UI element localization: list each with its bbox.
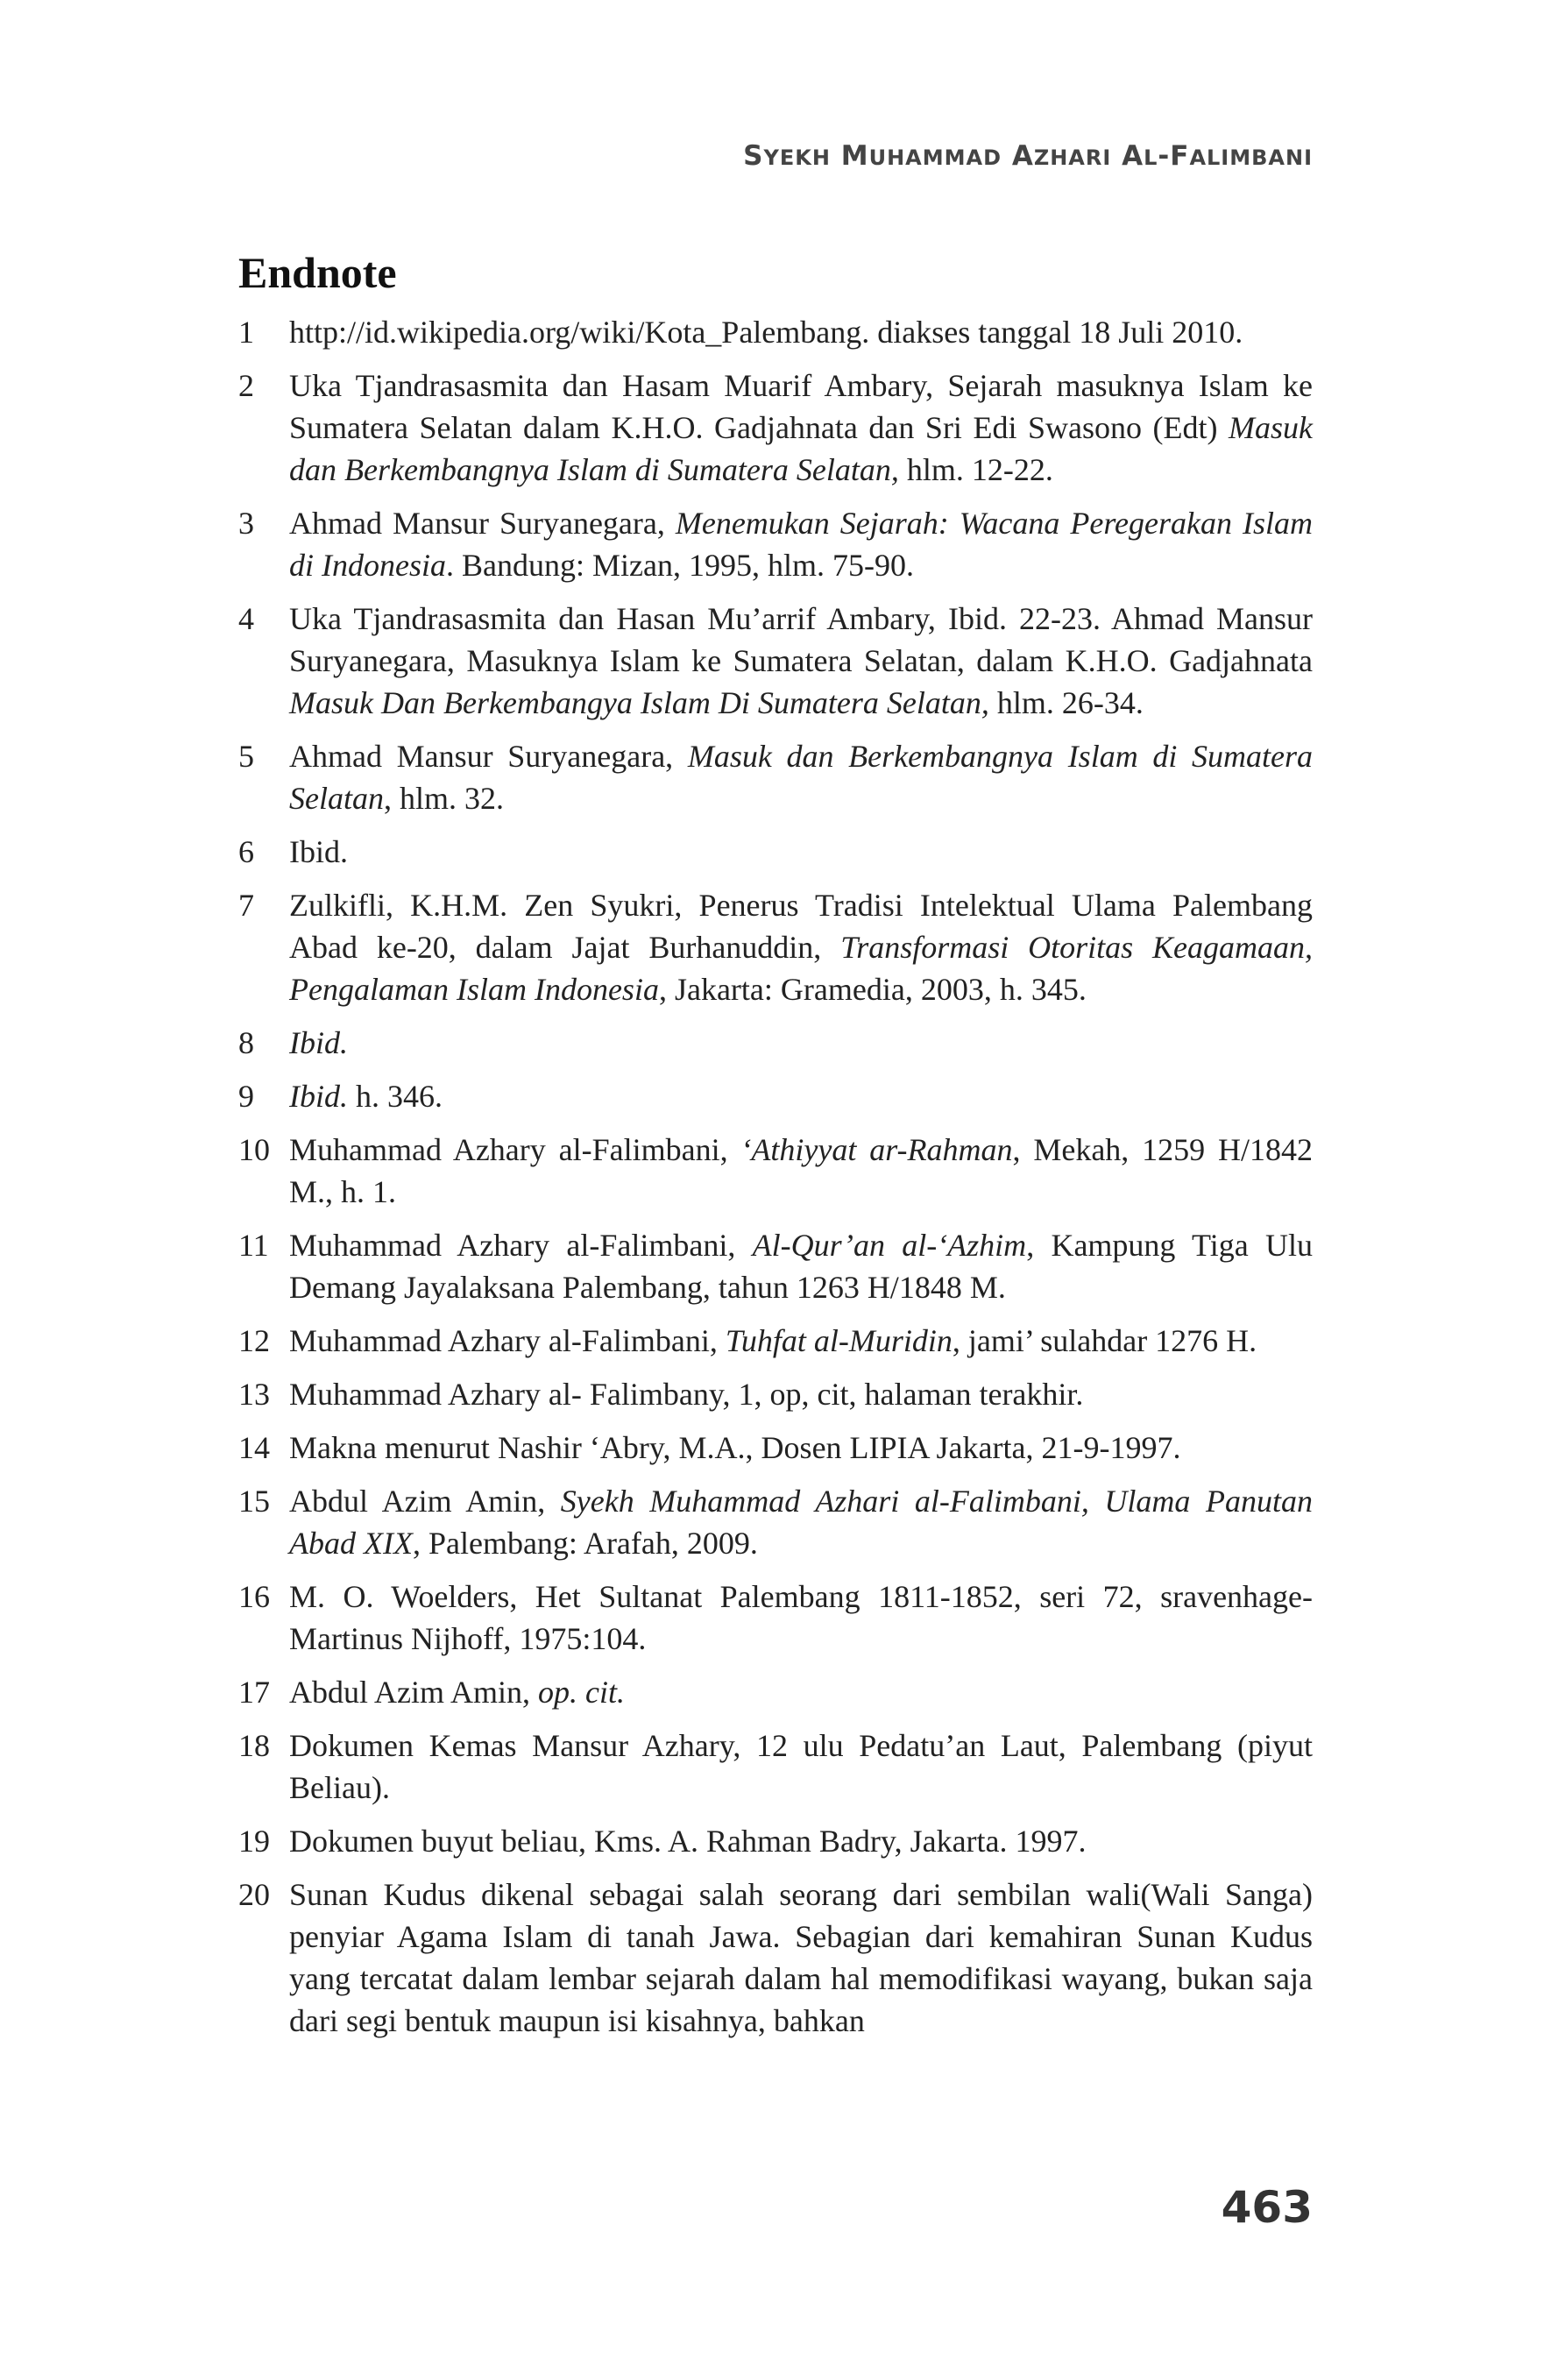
endnote-item <box>238 1224 1313 1308</box>
endnote-number: 8 <box>238 1025 254 1060</box>
endnote-item <box>238 735 1313 819</box>
endnote-list <box>238 311 1313 2053</box>
endnote-text-run: Muhammad Azhary al- Falimbany, 1, op, cit, halaman terakhir. <box>289 1377 1084 1412</box>
endnote-text-run: Abdul Azim Amin, <box>289 1675 539 1710</box>
running-header: SYEKH MUHAMMAD AZHARI AL-FALIMBANI <box>743 140 1313 172</box>
endnote-italic-title: Ibid. <box>289 1079 348 1114</box>
endnote-number: 20 <box>238 1877 270 1912</box>
endnote-text-run: . Bandung: Mizan, 1995, hlm. 75-90. <box>445 548 914 583</box>
endnote-text-run: Uka Tjandrasasmita dan Hasan Mu’arrif Ambary, Ibid. 22-23. Ahmad Mansur Suryanegara, Masuknya Islam ke Sumatera Selatan, dalam K.H.O. Gadjahnata <box>289 601 1313 678</box>
endnote-text-run: hlm. 26-34. <box>988 685 1144 720</box>
endnote-text <box>289 735 1313 819</box>
endnote-item <box>238 311 1313 353</box>
endnote-text <box>289 311 1313 353</box>
endnote-number: 12 <box>238 1323 270 1358</box>
endnote-item <box>238 1480 1313 1564</box>
endnote-text-run: Muhammad Azhary al-Falimbani, <box>289 1323 726 1358</box>
endnote-text-run: , Mekah, 1259 H/1842 M., h. 1. <box>289 1132 1313 1209</box>
endnote-text-run: Muhammad Azhary al-Falimbani, <box>289 1228 753 1263</box>
endnote-item <box>238 1874 1313 2042</box>
endnote-item <box>238 1129 1313 1213</box>
endnote-text <box>289 365 1313 491</box>
section-title: Endnote <box>238 248 397 297</box>
endnote-text <box>289 502 1313 586</box>
endnote-number: 3 <box>238 506 254 541</box>
endnote-item <box>238 1320 1313 1362</box>
endnote-number: 13 <box>238 1377 270 1412</box>
endnote-text <box>289 1820 1313 1862</box>
endnote-text <box>289 1320 1313 1362</box>
endnote-number: 4 <box>238 601 254 636</box>
endnote-number: 19 <box>238 1824 270 1859</box>
endnote-italic-title: Menemukan Sejarah: Wacana Peregerakan Islam di Indonesia <box>289 506 1313 583</box>
endnote-number: 18 <box>238 1728 270 1763</box>
endnote-text-run: Dokumen buyut beliau, Kms. A. Rahman Badry, Jakarta. 1997. <box>289 1824 1087 1859</box>
endnote-item <box>238 831 1313 873</box>
endnote-text <box>289 598 1313 724</box>
endnote-text-run: , jami’ sulahdar 1276 H. <box>952 1323 1257 1358</box>
endnote-number: 17 <box>238 1675 270 1710</box>
endnote-text <box>289 884 1313 1010</box>
endnote-number: 11 <box>238 1228 269 1263</box>
endnote-italic-title: Masuk dan Berkembangnya Islam di Sumatera Selatan <box>289 739 1313 816</box>
endnote-item <box>238 1427 1313 1469</box>
endnote-text <box>289 1576 1313 1660</box>
endnote-text-run: M. O. Woelders, Het Sultanat Palembang 1811-1852, seri 72, sravenhage-Martinus Nijhoff, 1975:104. <box>289 1579 1313 1656</box>
endnote-text <box>289 1075 1313 1117</box>
endnote-text-run: Dokumen Kemas Mansur Azhary, 12 ulu Pedatu’an Laut, Palembang (piyut Beliau). <box>289 1728 1313 1805</box>
endnote-number: 16 <box>238 1579 270 1614</box>
endnote-text <box>289 1427 1313 1469</box>
endnote-number: 5 <box>238 739 254 774</box>
endnote-text <box>289 1725 1313 1809</box>
endnote-text-run: Makna menurut Nashir ‘Abry, M.A., Dosen LIPIA Jakarta, 21-9-1997. <box>289 1430 1181 1465</box>
endnote-text-run: h. 346. <box>348 1079 443 1114</box>
endnote-number: 7 <box>238 888 254 923</box>
endnote-text <box>289 1480 1313 1564</box>
endnote-number: 9 <box>238 1079 254 1114</box>
endnote-text-run: http://id.wikipedia.org/wiki/Kota_Palembang. diakses tanggal 18 Juli 2010. <box>289 315 1243 350</box>
endnote-text <box>289 1373 1313 1415</box>
endnote-number: 2 <box>238 368 254 403</box>
endnote-item <box>238 884 1313 1010</box>
endnote-item <box>238 1373 1313 1415</box>
endnote-text-run: Zulkifli, K.H.M. Zen Syukri, Penerus Tradisi Intelektual Ulama Palembang Abad ke-20, dalam Jajat Burhanuddin, <box>289 888 1313 965</box>
endnote-number: 6 <box>238 834 254 869</box>
endnote-text <box>289 1022 1313 1064</box>
endnote-italic-title: Tuhfat al-Muridin <box>725 1323 953 1358</box>
endnote-text-run: Uka Tjandrasasmita dan Hasam Muarif Ambary, Sejarah masuknya Islam ke Sumatera Selatan dalam K.H.O. Gadjahnata dan Sri Edi Swasono (Edt) <box>289 368 1313 445</box>
endnote-text-run: hlm. 12-22. <box>898 452 1053 487</box>
endnote-text-run: Sunan Kudus dikenal sebagai salah seorang dari sembilan wali(Wali Sanga) penyiar Agama Islam di tanah Jawa. Sebagian dari kemahiran Sunan Kudus yang tercatat dalam lembar sejarah dalam hal memodifikasi wayang, bukan saja dari segi bentuk maupun isi kisahnya, bahkan <box>289 1877 1313 2038</box>
endnote-item <box>238 598 1313 724</box>
endnote-text-run: Muhammad Azhary al-Falimbani, <box>289 1132 741 1167</box>
endnote-number: 15 <box>238 1484 270 1519</box>
endnote-text-run: Ibid. <box>289 834 348 869</box>
endnote-item <box>238 1820 1313 1862</box>
endnote-italic-title: Al-Qur’an al-‘Azhim <box>752 1228 1027 1263</box>
endnote-text-run: , Kampung Tiga Ulu Demang Jayalaksana Palembang, tahun 1263 H/1848 M. <box>289 1228 1313 1305</box>
endnote-text <box>289 1129 1313 1213</box>
endnote-text-run: Ahmad Mansur Suryanegara, <box>289 739 688 774</box>
endnote-number: 14 <box>238 1430 270 1465</box>
endnote-text-run: , Jakarta: Gramedia, 2003, h. 345. <box>658 972 1087 1007</box>
endnote-item <box>238 365 1313 491</box>
endnote-italic-title: Masuk dan Berkembangnya Islam di Sumatera Selatan, <box>289 410 1313 487</box>
endnote-item <box>238 1725 1313 1809</box>
endnote-text-run: , Palembang: Arafah, 2009. <box>412 1526 758 1561</box>
endnote-item <box>238 1671 1313 1713</box>
endnote-italic-title: Syekh Muhammad Azhari al-Falimbani, Ulama Panutan Abad XIX <box>289 1484 1313 1561</box>
endnote-text-run: Abdul Azim Amin, <box>289 1484 561 1519</box>
endnote-item <box>238 1022 1313 1064</box>
endnote-text <box>289 1874 1313 2042</box>
endnote-italic-title: op. cit. <box>538 1675 625 1710</box>
endnote-italic-title: ‘Athiyyat ar-Rahman <box>740 1132 1013 1167</box>
endnote-item <box>238 1075 1313 1117</box>
endnote-number: 1 <box>238 315 254 350</box>
endnote-number: 10 <box>238 1132 270 1167</box>
endnote-text <box>289 831 1313 873</box>
endnote-text <box>289 1224 1313 1308</box>
endnote-text-run: , hlm. 32. <box>383 781 504 816</box>
endnote-italic-title: Ibid. <box>289 1025 348 1060</box>
endnote-italic-title: Transformasi Otoritas Keagamaan, Pengalaman Islam Indonesia <box>289 930 1314 1007</box>
endnote-item <box>238 1576 1313 1660</box>
endnote-text <box>289 1671 1313 1713</box>
endnote-item <box>238 502 1313 586</box>
endnote-italic-title: Masuk Dan Berkembangya Islam Di Sumatera Selatan, <box>289 685 989 720</box>
page-number: 463 <box>1221 2182 1313 2233</box>
endnote-text-run: Ahmad Mansur Suryanegara, <box>289 506 676 541</box>
